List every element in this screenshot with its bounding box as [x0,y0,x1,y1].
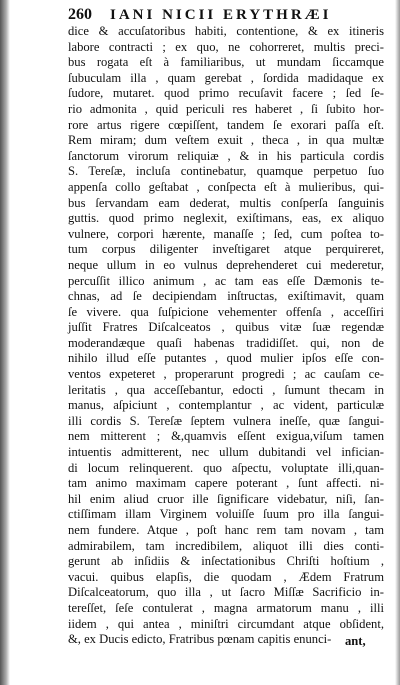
text-line: juſſit Fratres Diſcalceatos , quibus vitæ ſuæ regendæ [68,320,384,335]
text-line: percuſſit illico animum , ac tam eas eſſe Dæmonis te- [68,273,384,288]
catchword: ant, [345,634,366,648]
text-line: di locum relinquerent. quo aſpectu, voluptate illi,quan- [68,460,384,475]
text-line: Diſcalceatorum, quo illa , ut ſacro Miſſæ Sacrificio in- [68,585,384,600]
text-line: iidem , qui antea , miniſtri circumdant atque obſident, [68,616,384,631]
body-text [68,24,384,648]
running-title: IANI NICII ERYTHRÆI [110,7,332,23]
text-line: rore artus rigere cœpiſſent, tandem ſe exorari paſſa eſt. [68,117,384,132]
gutter-shadow [0,0,10,685]
text-line: S. Tereſæ, incluſa continebatur, quamque perpetuo ſuo [68,164,384,179]
text-line: bus rogata eſt à familiaribus, ut mundam ſiccamque [68,55,384,70]
text-line: rio admonita , quid periculi res haberet , ſi ſubito hor- [68,101,384,116]
text-line: bus ſervandam eam dederat, multis conſperſa ſanguinis [68,195,384,210]
page-number: 260 [68,6,92,23]
page-header [68,6,368,26]
text-line: gerunt ab inſidiis & inſectationibus Chriſti hoſtium , [68,554,384,569]
text-line: &, ex Ducis edicto, Fratribus pœnam capitis enunci- [68,632,332,647]
text-line: admirabilem, tam incredibilem, aliquot illi dies conti- [68,538,384,553]
text-line: manus, aſpiciunt , contemplantur , ac vident, particulæ [68,398,384,413]
text-line: nihilo illud eſſe putantes , quod mulier ipſos eſſe con- [68,351,384,366]
text-line: vulnere, corpori hærente, manaſſe ; ſed, cum poſtea to- [68,226,384,241]
text-line: dice & accuſatoribus habiti, contentione, & ex itineris [68,24,384,38]
text-line: ſubuculam illa , quam gerebat , ſordida madidaque ex [68,70,384,85]
text-line: nem mitterent ; &,quamvis eſſent exigua,viſum tamen [68,429,384,444]
text-line: nem fundere. Atque , poſt hanc rem tam novam , tam [68,523,384,537]
text-line: chnas, ad ſe decipiendam inſtructas, exiſtimavit, quam [68,289,384,304]
text-line: appenſa collo geſtabat , conſpecta eſt à mulieribus, qui- [68,179,384,194]
text-line: tereſſet, ſeſe contulerat , magna armatorum manu , illi [68,600,384,615]
text-line: hil enim aliud cruor ille ſignificare videbatur, niſi, ſan- [68,491,384,506]
text-line: guttis. quod primo neglexit, exiſtimans, eas, ex aliquo [68,211,384,226]
text-line: ſudore, mutaret. quod primo recuſavit facere ; ſed ſe- [68,86,384,101]
text-line: Rem miram; dum veſtem exuit , theca , in qua multæ [68,133,384,148]
page-edge-shadow [395,0,400,685]
text-line: ſanctorum virorum reliquiæ , & in his particula cordis [68,148,384,163]
text-line: ctiſſimam illam Virginem voluiſſe ſuum pro illa ſangui- [68,507,384,522]
text-line: leritatis , qua acceſſebantur, edocti , ſumunt thecam in [68,382,384,397]
text-line: tam animo maximam capere poterant , ſunt affecti. ni- [68,476,384,491]
text-line: labore contracti ; ex quo, ne cohorreret, multis preci- [68,39,384,54]
text-line: intuentis admitterent, nec ullum dubitandi vel infician- [68,445,384,460]
text-line: vacui. quibus elapſis, die quodam , Ædem Fratrum [68,569,384,584]
text-line: tum corpus diligenter inveſtigaret atque perquireret, [68,242,384,257]
text-line: illi cordis S. Tereſæ ſeptem vulnera ineſſe, quæ ſangui- [68,413,384,428]
text-line: ſe vivere. qua ſuſpicione vehementer offenſa , acceſſiri [68,304,384,319]
text-line: ventos expeteret , properarunt progredi ; ac cauſam ce- [68,367,384,382]
text-line: neque ullum in eo vulnus deprehenderet cui mederetur, [68,257,384,272]
text-line: moderandæque quaſi habenas tradidiſſet. qui, non de [68,335,384,350]
